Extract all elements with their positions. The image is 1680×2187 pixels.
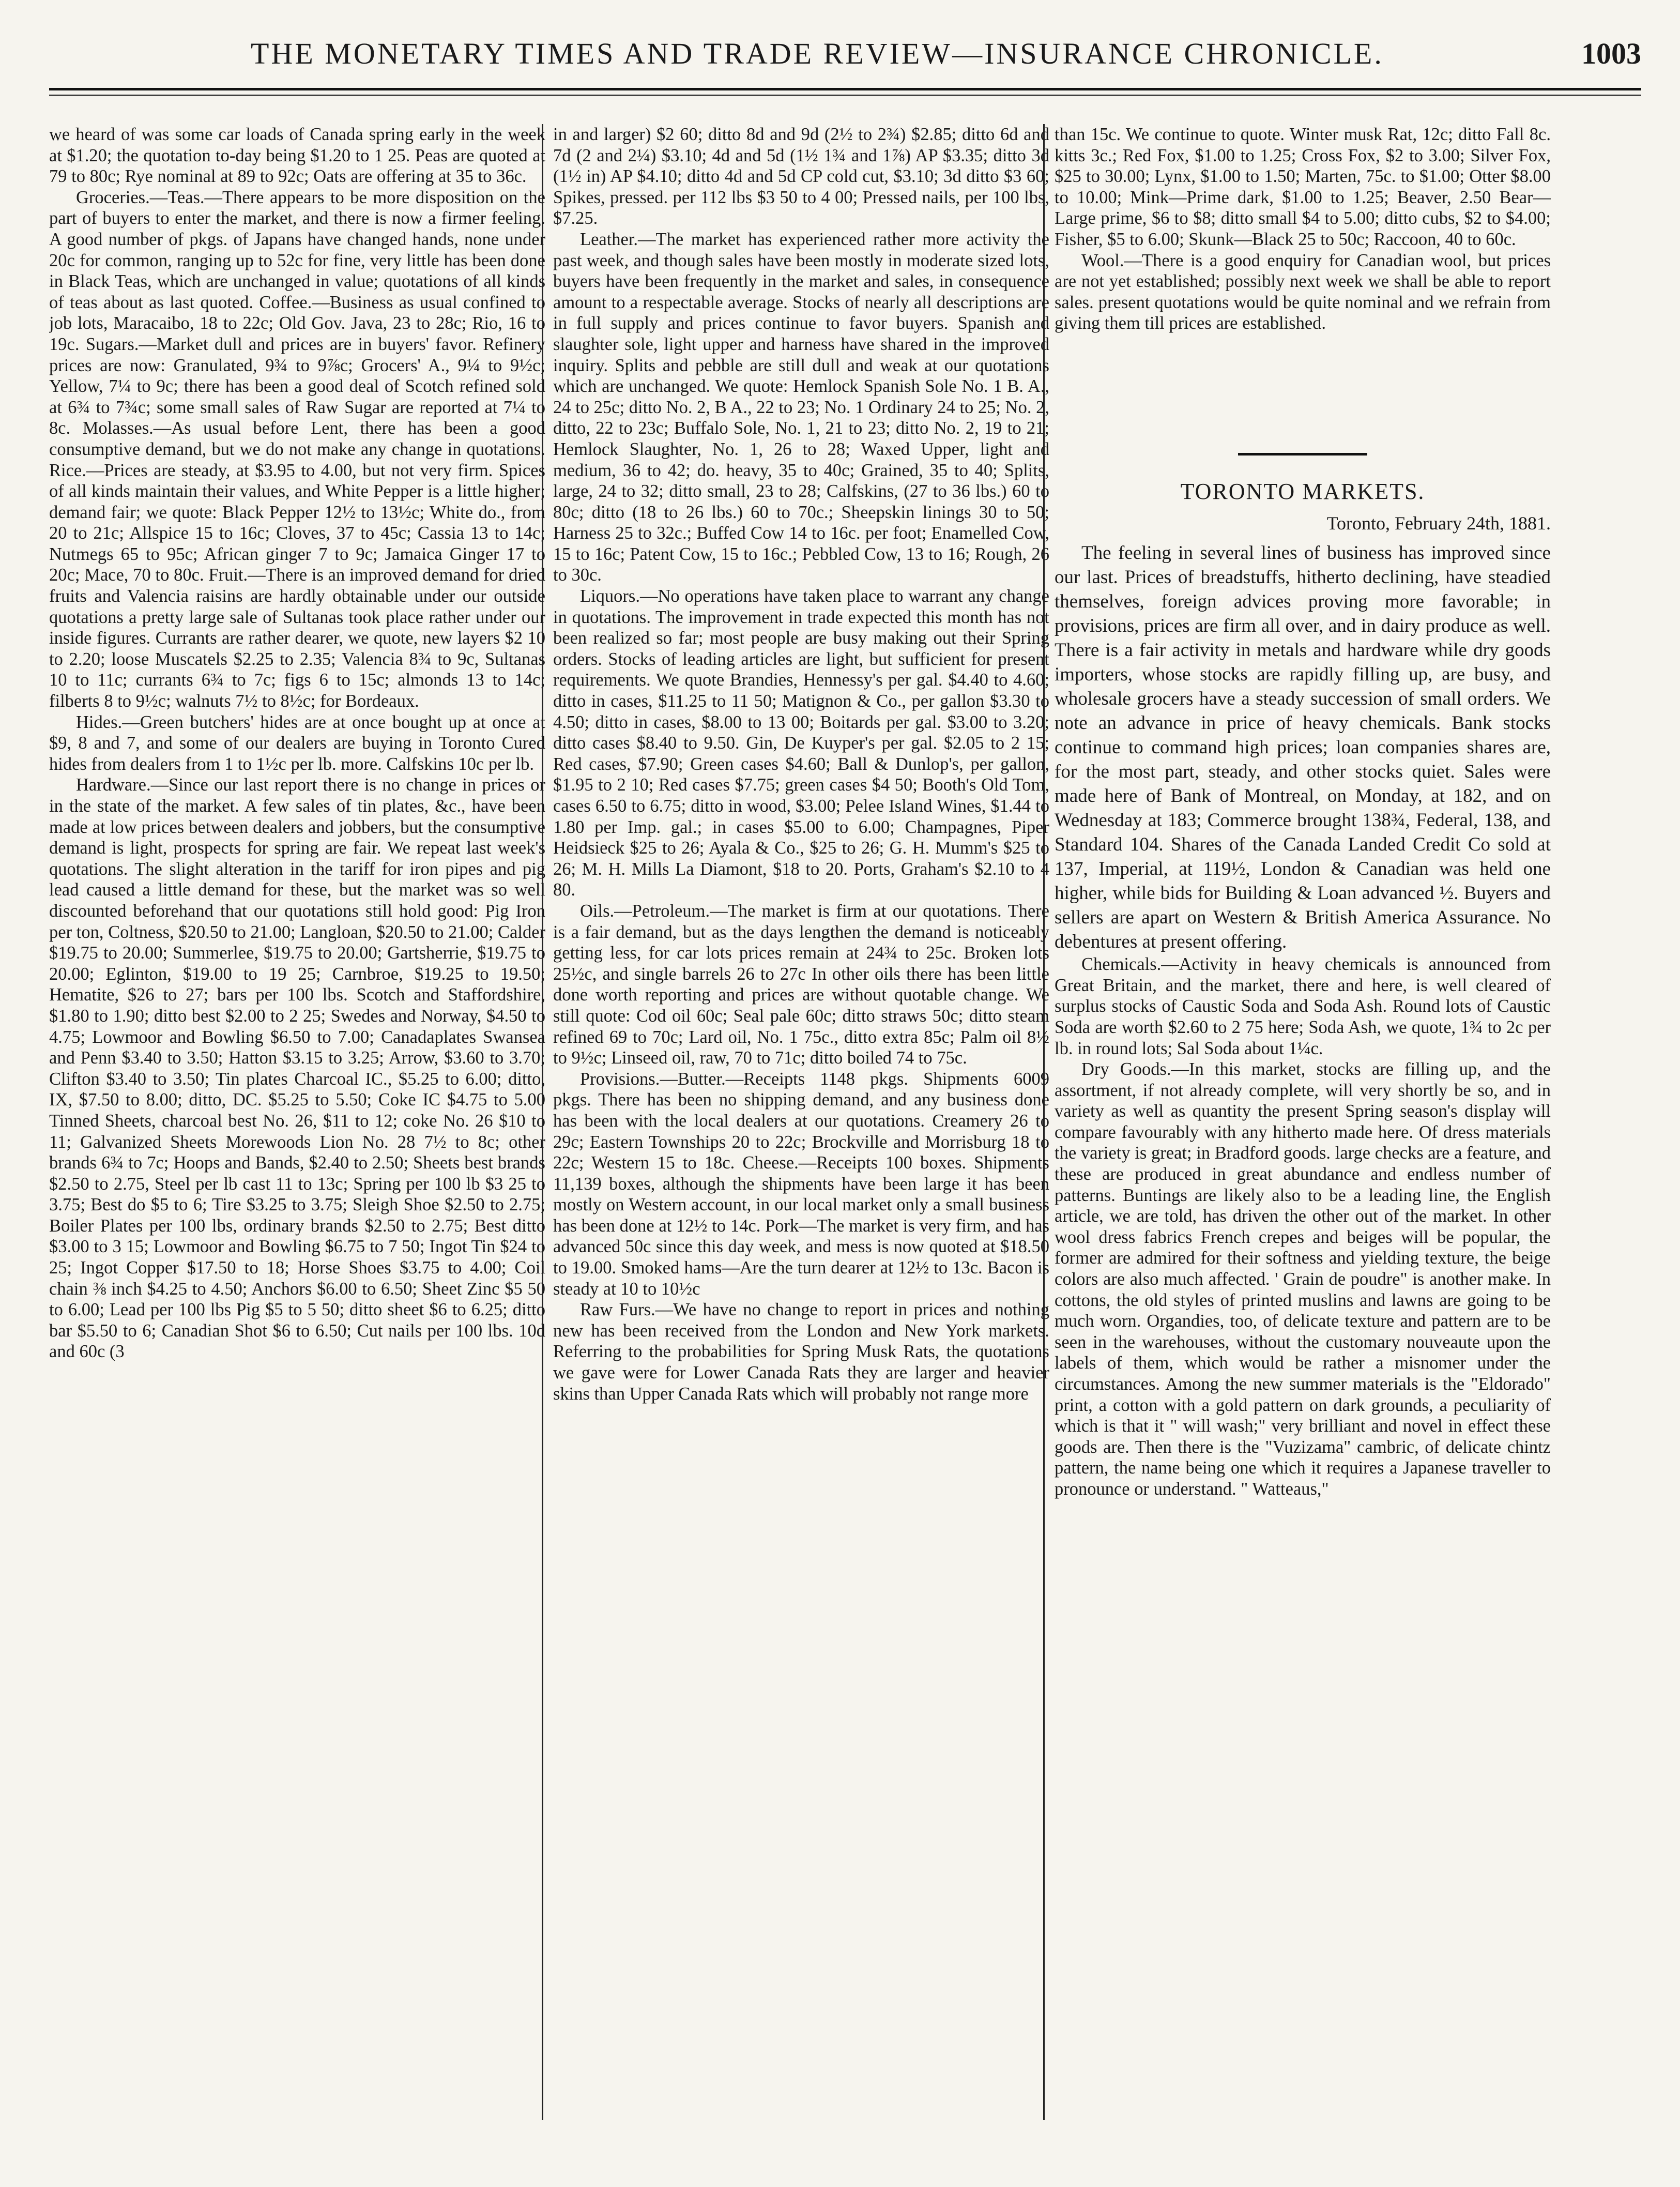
paragraph-provisions: Provisions.—Butter.—Receipts 1148 pkgs. Shipments 6009 pkgs. There has been no shipping demand, and any business done has been with the local dealers at our quotations. Creamery 26 to 29c; Eastern Townships 20 to 22c; Brockville and Morrisburg 18 to 22c; Western 15 to 18c. Cheese.—Receipts 100 boxes. Shipments 11,139 boxes, although the shipments have been large it has been mostly on Western account, in our local market only a small business has been done at 12½ to 14c. Pork—The market is very firm, and has advanced 50c since this day week, and mess is now quoted at $18.50 to 19.00. Smoked hams—Are the turn dearer at 12½ to 13c. Bacon is steady at 10 to 10½c xyxy=(553,1069,1049,1299)
page-number: 1003 xyxy=(1581,37,1641,70)
paragraph-wool: Wool.—There is a good enquiry for Canadian wool, but prices are not yet established; possibly next week we shall be able to report sales. present quotations would be quite nominal and we refrain from giving them till prices are established. xyxy=(1055,250,1551,333)
page-header xyxy=(49,36,1641,88)
paragraph-groceries: Groceries.—Teas.—There appears to be more disposition on the part of buyers to enter the market, and there is now a firmer feeling. A good number of pkgs. of Japans have changed hands, none under 20c for common, ranging up to 52c for fine, very little has been done in Black Teas, which are unchanged in value; quotations of all kinds of teas about as last quoted. Coffee.—Business as usual confined to job lots, Maracaibo, 18 to 22c; Old Gov. Java, 23 to 28c; Rio, 16 to 19c. Sugars.—Market dull and prices are in buyers' favor. Refinery prices are now: Granulated, 9¾ to 9⅞c; Grocers' A., 9¼ to 9½c; Yellow, 7¼ to 9c; there has been a good deal of Scotch refined sold at 6¾ to 7¾c; some small sales of Raw Sugar are reported at 7¼ to 8c. Molasses.—As usual before Lent, there has been a good consumptive demand, but we do not make any change in quotations. Rice.—Prices are steady, at $3.95 to 4.00, but not very firm. Spices of all kinds maintain their values, and White Pepper is a little higher; demand fair; we quote: Black Pepper 12½ to 13½c; White do., from 20 to 21c; Allspice 15 to 16c; Cloves, 37 to 45c; Cassia 13 to 14c; Nutmegs 65 to 95c; African ginger 7 to 9c; Jamaica Ginger 17 to 20c; Mace, 70 to 80c. Fruit.—There is an improved demand for dried fruits and Valencia raisins are hardly obtainable under our outside quotations a pretty large sale of Sultanas took place rather under our inside figures. Currants are rather dearer, we quote, new layers $2 10 to 2.20; loose Muscatels $2.25 to 2.35; Valencia 8¾ to 9c, Sultanas 10 to 11c; currants 6¾ to 7c; figs 6 to 15c; almonds 13 to 14c; filberts 8 to 9½c; walnuts 7½ to 8½c; for Bordeaux. xyxy=(49,187,545,711)
paragraph-liquors: Liquors.—No operations have taken place to warrant any change in quotations. The improvement in trade expected this month has not been realized so far; most people are busy making out their Spring orders. Stocks of leading articles are light, but sufficient for present requirements. We quote Brandies, Hennessy's per gal. $4.40 to 4.60; ditto in cases, $11.25 to 11 50; Matignon & Co., per gallon $3.30 to 4.50; ditto in cases, $8.00 to 13 00; Boitards per gal. $3.00 to 3.20; ditto cases $8.40 to 9.50. Gin, De Kuyper's per gal. $2.05 to 2 15; Red cases, $7.90; Green cases $4.60; Ball & Dunlop's, per gallon, $1.95 to 2 10; Red cases $7.75; green cases $4 50; Booth's Old Tom, cases 6.50 to 6.75; ditto in wood, $3.00; Pelee Island Wines, $1.44 to 1.80 per Imp. gal.; in cases $5.00 to 6.00; Champagnes, Piper Heidsieck $25 to 26; Ayala & Co., $25 to 26; G. H. Mumm's $25 to 26; M. H. Mills La Diamont, $18 to 20. Ports, Graham's $2.10 to 4 80. xyxy=(553,586,1049,900)
paragraph-hides: Hides.—Green butchers' hides are at once bought up at once at $9, 8 and 7, and some of our dealers are buying in Toronto Cured hides from dealers from 1 to 1½c per lb. more. Calfskins 10c per lb. xyxy=(49,712,545,774)
paragraph-toronto-summary: The feeling in several lines of business has improved since our last. Prices of breadstuffs, hitherto declining, have steadied themselves, foreign advices proving more favorable; in provisions, prices are firm all over, and in dairy produce as well. There is a fair activity in metals and hardware while dry goods importers, whose stocks are rapidly filling up, are busy, and wholesale grocers have a steady succession of small orders. We note an advance in price of heavy chemicals. Bank stocks continue to command high prices; loan companies shares are, for the most part, steady, and other stocks quiet. Sales were made here of Bank of Montreal, on Monday, at 182, and on Wednesday at 183; Commerce brought 138¾, Federal, 138, and Standard 104. Shares of the Canada Landed Credit Co sold at 137, Imperial, at 119½, London & Canadian was held one higher, while bids for Building & Loan advanced ½. Buyers and sellers are apart on Western & British America Assurance. No debentures at present offering. xyxy=(1055,542,1551,953)
running-title: THE MONETARY TIMES AND TRADE REVIEW—INSURANCE CHRONICLE. xyxy=(251,37,1384,70)
paragraph-nails: in and larger) $2 60; ditto 8d and 9d (2½ to 2¾) $2.85; ditto 6d and 7d (2 and 2¼) $3.10; 4d and 5d (1½ 1¾ and 1⅞) AP $3.35; ditto 3d (1½ in) AP $4.10; ditto 4d and 5d CP cold cut, $3.10; 3d ditto $3 60; Spikes, pressed. per 112 lbs $3 50 to 4 00; Pressed nails, per 100 lbs, $7.25. xyxy=(553,125,1049,229)
paragraph-raw-furs: Raw Furs.—We have no change to report in prices and nothing new has been received from the London and New York markets. Referring to the probabilities for Spring Musk Rats, the quotations we gave were for Lower Canada Rats they are larger and heavier skins than Upper Canada Rats which will probably not range more xyxy=(553,1300,1049,1404)
paragraph-hardware: Hardware.—Since our last report there is no change in prices or in the state of the market. A few sales of tin plates, &c., have been made at low prices between dealers and jobbers, but the consumptive demand is light, prospects for spring are fair. We repeat last week's quotations. The slight alteration in the tariff for iron pipes and pig lead caused a little demand for these, but the market was so well discounted beforehand that our quotations still hold good: Pig Iron per ton, Coltness, $20.50 to 21.00; Langloan, $20.50 to 21.00; Calder $19.75 to 20.00; Summerlee, $19.75 to 20.00; Gartsherrie, $19.75 to 20.00; Eglinton, $19.00 to 19 25; Carnbroe, $19.25 to 19.50; Hematite, $26 to 27; bars per 100 lbs. Scotch and Staffordshire, $1.80 to 1.90; ditto best $2.00 to 2 25; Swedes and Norway, $4.50 to 4.75; Lowmoor and Bowling $6.50 to 7.00; Canadaplates Swansea and Penn $3.40 to 3.50; Hatton $3.15 to 3.25; Arrow, $3.60 to 3.70; Clifton $3.40 to 3.50; Tin plates Charcoal IC., $5.25 to 6.00; ditto, IX, $7.50 to 8.00; ditto, DC. $5.25 to 5.50; Coke IC $4.75 to 5.00 Tinned Sheets, charcoal best No. 26, $11 to 12; coke No. 26 $10 to 11; Galvanized Sheets Morewoods Lion No. 28 7½ to 8c; other brands 6¾ to 7c; Hoops and Bands, $2.40 to 2.50; Sheets best brands $2.50 to 2.75, Steel per lb cast 11 to 13c; Spring per 100 lb $3 25 to 3.75; Best do $5 to 6; Tire $3.25 to 3.75; Sleigh Shoe $2.50 to 2.75; Boiler Plates per 100 lbs, ordinary brands $2.50 to 2.75; Best ditto $3.00 to 3 15; Lowmoor and Bowling $6.75 to 7 50; Ingot Tin $24 to 25; Ingot Copper $17.50 to 18; Horse Shoes $3.75 to 4.00; Coil chain ⅜ inch $4.25 to 4.50; Anchors $6.00 to 6.50; Sheet Zinc $5 50 to 6.00; Lead per 100 lbs Pig $5 to 5 50; ditto sheet $6 to 6.25; ditto bar $5.50 to 6; Canadian Shot $6 to 6.50; Cut nails per 100 lbs. 10d and 60c (3 xyxy=(49,775,545,1362)
header-rule xyxy=(49,88,1641,90)
dateline: Toronto, February 24th, 1881. xyxy=(1326,512,1551,534)
header-rule-thin xyxy=(49,95,1641,96)
column-middle xyxy=(553,124,1049,2161)
paragraph-grain: we heard of was some car loads of Canada spring early in the week at $1.20; the quotation to-day being $1.20 to 1 25. Peas are quoted at 79 to 80c; Rye nominal at 89 to 92c; Oats are offering at 35 to 36c. xyxy=(49,125,545,187)
paragraph-furs-continued: than 15c. We continue to quote. Winter musk Rat, 12c; ditto Fall 8c. kitts 3c.; Red Fox, $1.00 to 1.25; Cross Fox, $2 to 3.00; Silver Fox, $25 to 30.00; Lynx, $1.00 to 1.50; Marten, 75c. to $1.00; Otter $8.00 to 10.00; Mink—Prime dark, $1.00 to 1.25; Beaver, 2.50 Bear—Large prime, $6 to $8; ditto small $4 to 5.00; ditto cubs, $2 to $4.00; Fisher, $5 to 6.00; Skunk—Black 25 to 50c; Raccoon, 40 to 60c. xyxy=(1055,125,1551,249)
paragraph-oils: Oils.—Petroleum.—The market is firm at our quotations. There is a fair demand, but as the days lengthen the demand is noticeably getting less, for car lots prices remain at 24¾ to 25c. Broken lots 25½c, and single barrels 26 to 27c In other oils there has been little done worth reporting and prices are without quotable change. We still quote: Cod oil 60c; Seal pale 60c; ditto straws 50c; ditto steam refined 69 to 70c; Lard oil, No. 1 75c., ditto extra 85c; Palm oil 8½ to 9½c; Linseed oil, raw, 70 to 71c; ditto boiled 74 to 75c. xyxy=(553,901,1049,1068)
column-left xyxy=(49,124,545,2161)
paragraph-leather: Leather.—The market has experienced rather more activity the past week, and though sales have been mostly in moderate sized lots, buyers have been frequently in the market and sales, in consequence amount to a respectable average. Stocks of nearly all descriptions are in full supply and prices continue to favor buyers. Spanish and slaughter sole, light upper and harness have shared in the improved inquiry. Splits and pebble are still dull and weak at our quotations which are unchanged. We quote: Hemlock Spanish Sole No. 1 B. A., 24 to 25c; ditto No. 2, B A., 22 to 23; No. 1 Ordinary 24 to 25; No. 2, ditto, 22 to 23c; Buffalo Sole, No. 1, 21 to 23; ditto No. 2, 19 to 21; Hemlock Slaughter, No. 1, 26 to 28; Waxed Upper, light and medium, 36 to 42; do. heavy, 35 to 40c; Grained, 35 to 40; Splits, large, 24 to 32; ditto small, 23 to 28; Calfskins, (27 to 36 lbs.) 60 to 80c; ditto (18 to 26 lbs.) 60 to 70c.; Sheepskin linings 30 to 50; Harness 25 to 32c.; Buffed Cow 14 to 16c. per foot; Enamelled Cow, 15 to 16c; Patent Cow, 15 to 16c.; Pebbled Cow, 13 to 16; Rough, 26 to 30c. xyxy=(553,229,1049,585)
section-title: TORONTO MARKETS. xyxy=(1180,478,1425,504)
section-rule xyxy=(1238,453,1367,455)
column-right xyxy=(1055,124,1551,2161)
paragraph-dry-goods: Dry Goods.—In this market, stocks are filling up, and the assortment, if not already complete, will very shortly be so, and in variety as well as quantity the present Spring season's display will compare favourably with any hitherto made here. Of dress materials the variety is great; in Bradford goods. large checks are a feature, and these are produced in great abundance and endless number of patterns. Buntings are likely also to be a leading line, the English article, we are told, has driven the other out of the market. In other wool dress fabrics French crepes and beiges will be popular, the former are admired for their softness and yielding texture, the beige colors are also much affected. ' Grain de poudre" is another make. In cottons, the old styles of printed muslins and lawns are going to be much worn. Organdies, too, of delicate texture and pattern are to be seen in the warehouses, without the customary nouveaute upon the labels of them, which would be rather a misnomer under the circumstances. Among the new summer materials is the "Eldorado" print, a cotton with a gold pattern on dark grounds, a peculiarity of which is that it " will wash;" very brilliant and novel in effect these goods are. Then there is the "Vuzizama" cambric, of delicate chintz pattern, the name being one which it requires a Japanese traveller to pronounce or understand. " Watteaus," xyxy=(1055,1059,1551,1499)
paragraph-chemicals: Chemicals.—Activity in heavy chemicals is announced from Great Britain, and the market, there and here, is well cleared of surplus stocks of Caustic Soda and Soda Ash. Round lots of Caustic Soda are worth $2.60 to 2 75 here; Soda Ash, we quote, 1¾ to 2c per lb. in round lots; Sal Soda about 1¼c. xyxy=(1055,954,1551,1058)
